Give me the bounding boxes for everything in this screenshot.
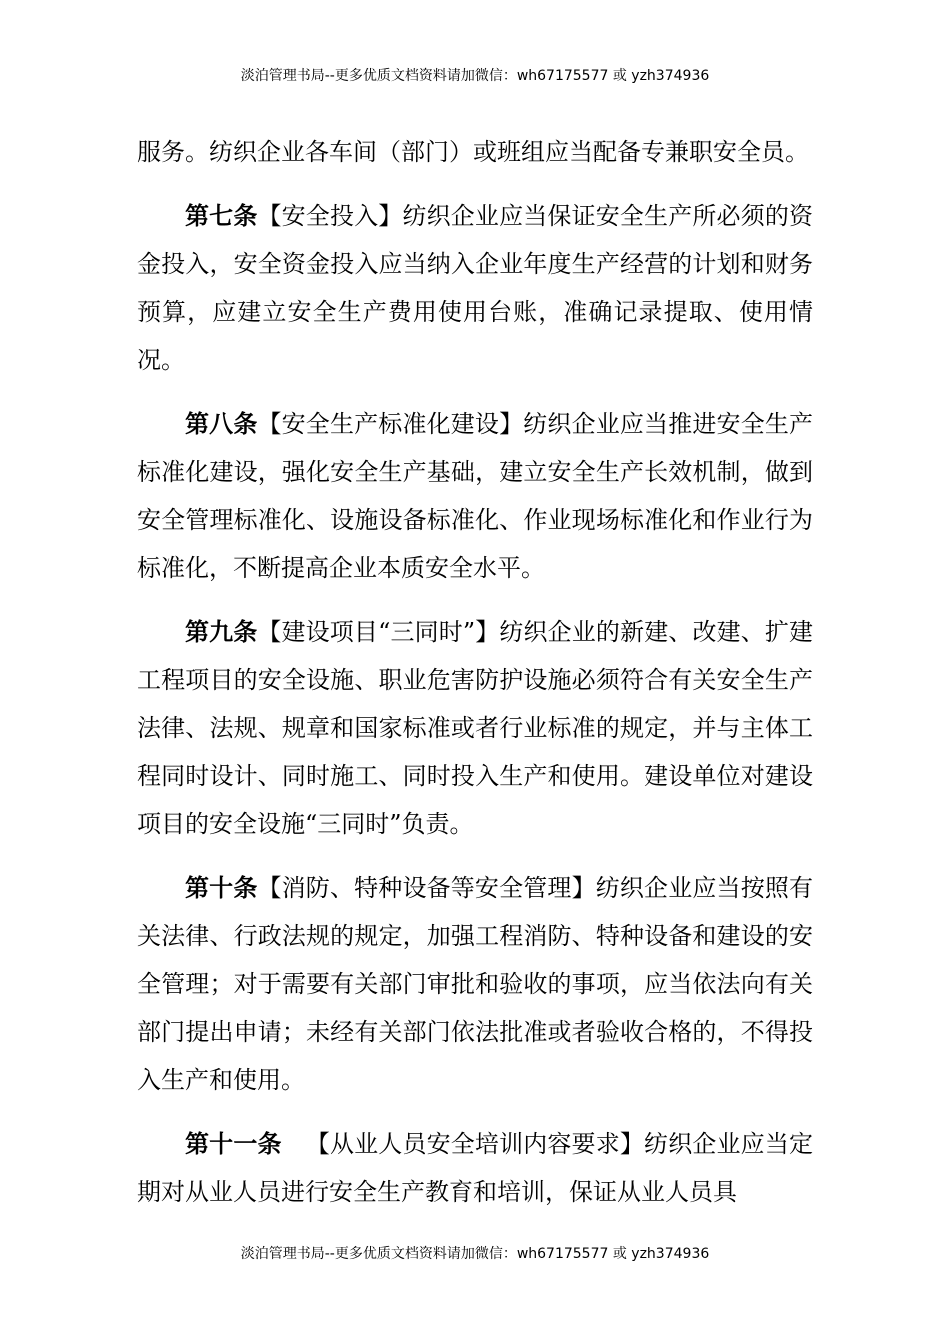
article-number: 第十一条 <box>185 1129 282 1158</box>
article-heading: 【从业人员安全培训内容要求】 <box>305 1130 645 1158</box>
article-body: 纺织企业应当定期对从业人员进行安全生产教育和培训，保证从业人员具 <box>137 1130 814 1206</box>
article-body: 纺织企业应当推进安全生产标准化建设，强化安全生产基础，建立安全生产长效机制，做到安全管理标准化、设施设备标准化、作业现场标准化和作业行为标准化，不断提高企业本质安全水平。 <box>137 410 814 582</box>
article-9 <box>137 608 813 848</box>
article-7 <box>137 192 813 384</box>
article-heading: 【消防、特种设备等安全管理】 <box>257 874 596 902</box>
article-heading: 【建设项目“三同时”】 <box>257 618 500 646</box>
article-heading: 【安全投入】 <box>257 202 403 230</box>
page-header: 淡泊管理书局--更多优质文档资料请加微信：wh67175577 或 yzh374936 <box>240 68 710 84</box>
continuation-paragraph: 服务。纺织企业各车间（部门）或班组应当配备专兼职安全员。 <box>137 138 809 166</box>
article-11 <box>137 1120 813 1216</box>
article-number: 第七条 <box>185 201 258 230</box>
page-footer: 淡泊管理书局--更多优质文档资料请加微信：wh67175577 或 yzh374936 <box>240 1246 710 1262</box>
article-number: 第九条 <box>185 617 258 646</box>
article-body: 纺织企业应当保证安全生产所必须的资金投入，安全资金投入应当纳入企业年度生产经营的计划和财务预算，应建立安全生产费用使用台账，准确记录提取、使用情况。 <box>137 202 814 374</box>
article-heading: 【安全生产标准化建设】 <box>257 410 524 438</box>
article-10 <box>137 864 813 1104</box>
article-body: 纺织企业的新建、改建、扩建工程项目的安全设施、职业危害防护设施必须符合有关安全生产法律、法规、规章和国家标准或者行业标准的规定，并与主体工程同时设计、同时施工、同时投入生产和使用。建设单位对建设项目的安全设施“三同时”负责。 <box>137 618 813 838</box>
article-8 <box>137 400 813 592</box>
article-number: 第十条 <box>185 873 258 902</box>
article-body: 纺织企业应当按照有关法律、行政法规的规定，加强工程消防、特种设备和建设的安全管理；对于需要有关部门审批和验收的事项，应当依法向有关部门提出申请；未经有关部门依法批准或者验收合格的，不得投入生产和使用。 <box>137 874 814 1094</box>
article-number: 第八条 <box>185 409 258 438</box>
document-body <box>137 128 813 1232</box>
